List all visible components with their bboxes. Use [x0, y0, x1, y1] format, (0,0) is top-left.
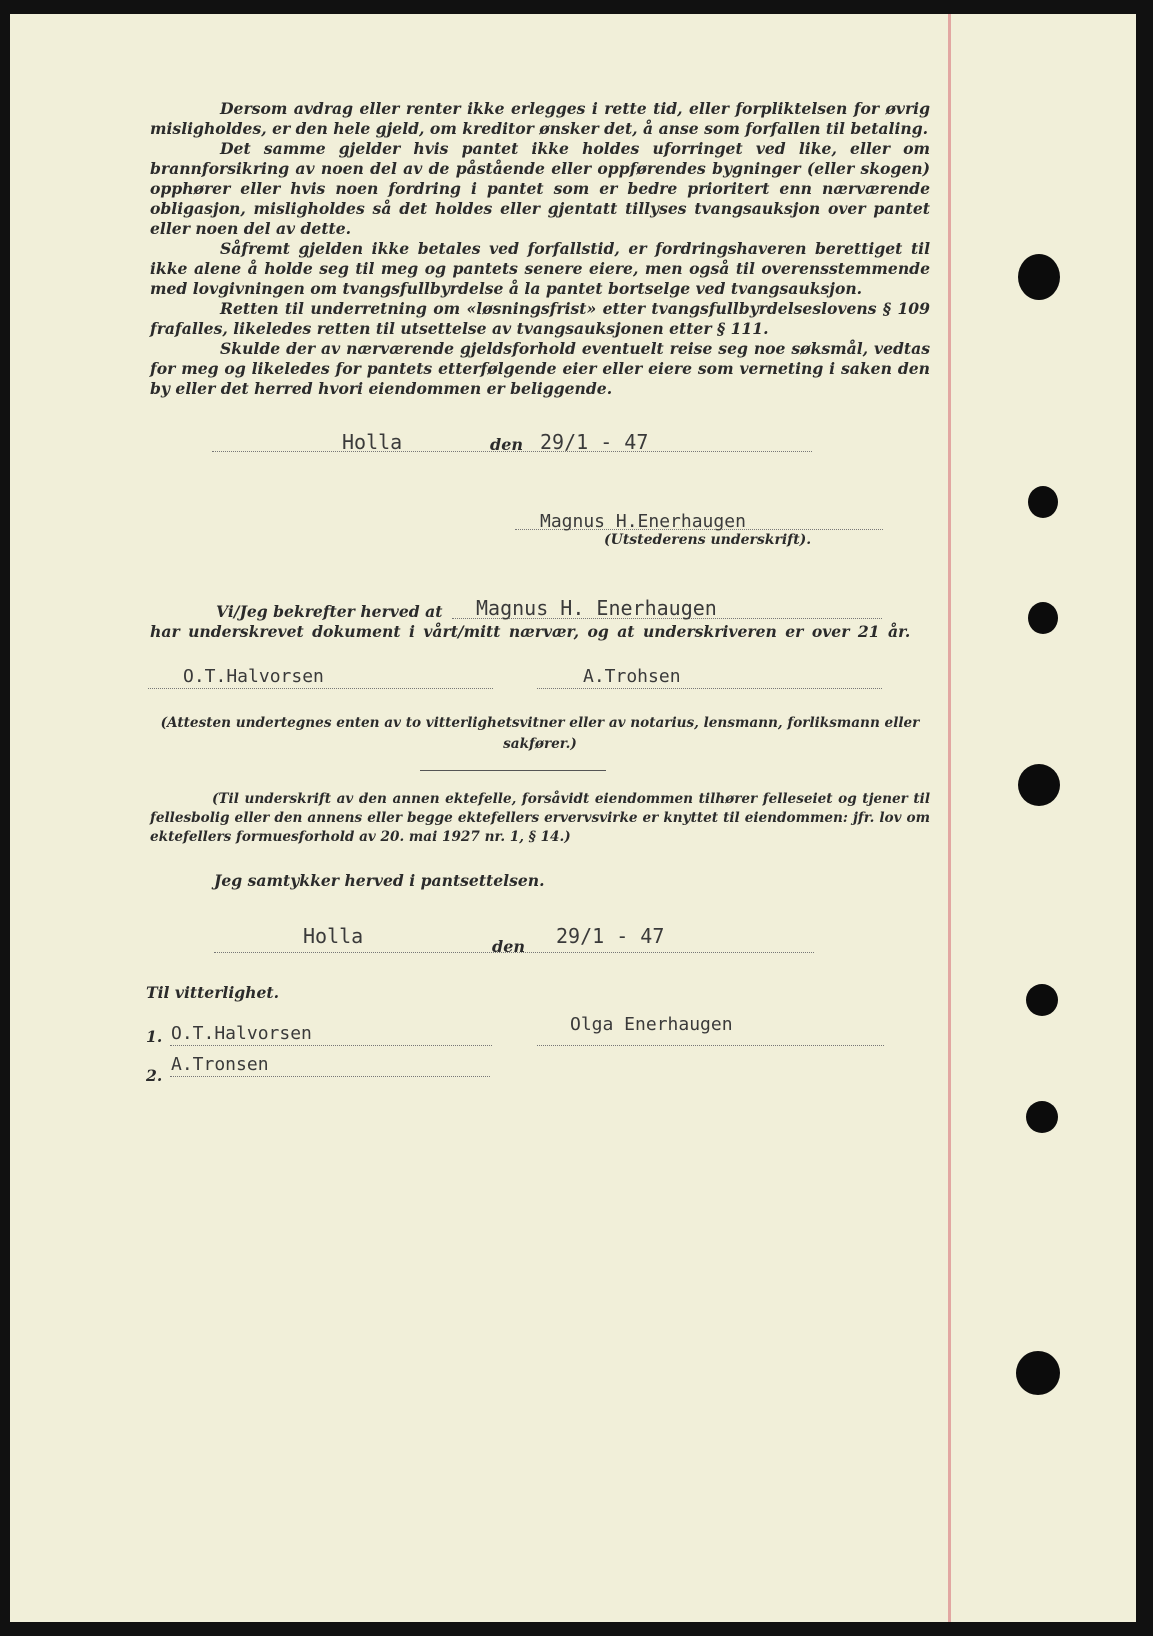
witness-number-1: 1.	[146, 1027, 163, 1046]
spouse-date: 29/1 - 47	[556, 924, 665, 948]
witnessed-name: Magnus H. Enerhaugen	[476, 596, 717, 620]
witness1-name: O.T.Halvorsen	[183, 666, 324, 687]
paragraph-due: Såfremt gjelden ikke betales ved forfallstid, er fordringshaveren berettiget til ikke alene å holde seg til meg og pantets senere eiere, men også til overensstemmende med lovgivningen om tvangsfullbyrdelse å la pantet bortselge ved tvangsauksjon.	[150, 239, 930, 298]
spouse-signature: Olga Enerhaugen	[570, 1014, 733, 1035]
separator-rule	[420, 770, 606, 771]
witness2-line	[537, 688, 882, 689]
punch-hole	[1026, 984, 1058, 1016]
red-margin-line	[948, 14, 951, 1622]
witness-intro: Vi/Jeg bekrefter herved at	[216, 602, 443, 621]
punch-hole	[1018, 254, 1060, 300]
punch-hole	[1026, 1101, 1058, 1133]
issuer-signature-caption: (Utstederens underskrift).	[604, 532, 812, 548]
punch-hole	[1028, 486, 1058, 518]
vitne1-name: O.T.Halvorsen	[171, 1023, 312, 1044]
punch-hole	[1016, 1351, 1060, 1395]
spouse-place: Holla	[303, 924, 364, 948]
spouse-den-label: den	[492, 937, 525, 956]
paragraph-venue: Skulde der av nærværende gjeldsforhold eventuelt reise seg noe søksmål, vedtas for meg og likeledes for pantets etterfølgende eier eller eiere som verneting i saken den by eller det herred hvori eiendommen er beliggende.	[150, 339, 930, 398]
spouse-note: (Til underskrift av den annen ektefelle, forsåvidt eiendommen tilhører felleseiet og tjener til fellesbolig eller den annens eller begge ektefellers ervervsvirke er knyttet til eiendommen: jfr. lov om ektefellers formuesforhold av 20. mai 1927 nr. 1, § 14.)	[150, 791, 930, 845]
issue-date: 29/1 - 47	[540, 430, 649, 454]
punch-hole	[1028, 602, 1058, 634]
witness-statement: har underskrevet dokument i vårt/mitt nærvær, og at underskriveren er over 21 år.	[150, 622, 911, 641]
witness1-line	[148, 688, 493, 689]
issue-den-label: den	[490, 435, 523, 454]
paragraph-notice: Retten til underretning om «løsningsfrist» etter tvangsfullbyrdelseslovens § 109 frafalles, likeledes retten til utsettelse av tvangsauksjonen etter § 111.	[150, 299, 930, 338]
witness-heading: Til vitterlighet.	[146, 983, 280, 1002]
paragraph-insurance: Det samme gjelder hvis pantet ikke holdes uforringet ved like, eller om brannforsikring av noen del av de påstående eller oppførendes bygninger (eller skogen) opphører eller hvis noen fordring i pantet som er bedre prioritert enn nærværende obligasjon, misligholdes så det holdes eller gjentatt tillyses tvangsauksjon over pantet eller noen del av dette.	[150, 139, 930, 238]
attestation-note: (Attesten undertegnes enten av to vitterlighetsvitner eller av notarius, lensmann, forliksmann eller sakfører.)	[160, 715, 920, 752]
document-page	[10, 14, 1136, 1622]
paragraph-default: Dersom avdrag eller renter ikke erlegges i rette tid, eller forpliktelsen for øvrig misligholdes, er den hele gjeld, om kreditor ønsker det, å anse som forfallen til betaling.	[150, 99, 930, 138]
issue-place: Holla	[342, 430, 403, 454]
vitne2-line	[170, 1076, 490, 1077]
issuer-signature: Magnus H.Enerhaugen	[540, 511, 746, 532]
spouse-consent: Jeg samtykker herved i pantsettelsen.	[214, 871, 545, 890]
vitne2-name: A.Tronsen	[171, 1054, 269, 1075]
witness-number-2: 2.	[146, 1066, 163, 1085]
punch-hole	[1018, 764, 1060, 806]
witness2-name: A.Trohsen	[583, 666, 681, 687]
spouse-signature-line	[537, 1045, 884, 1046]
vitne1-line	[170, 1045, 492, 1046]
